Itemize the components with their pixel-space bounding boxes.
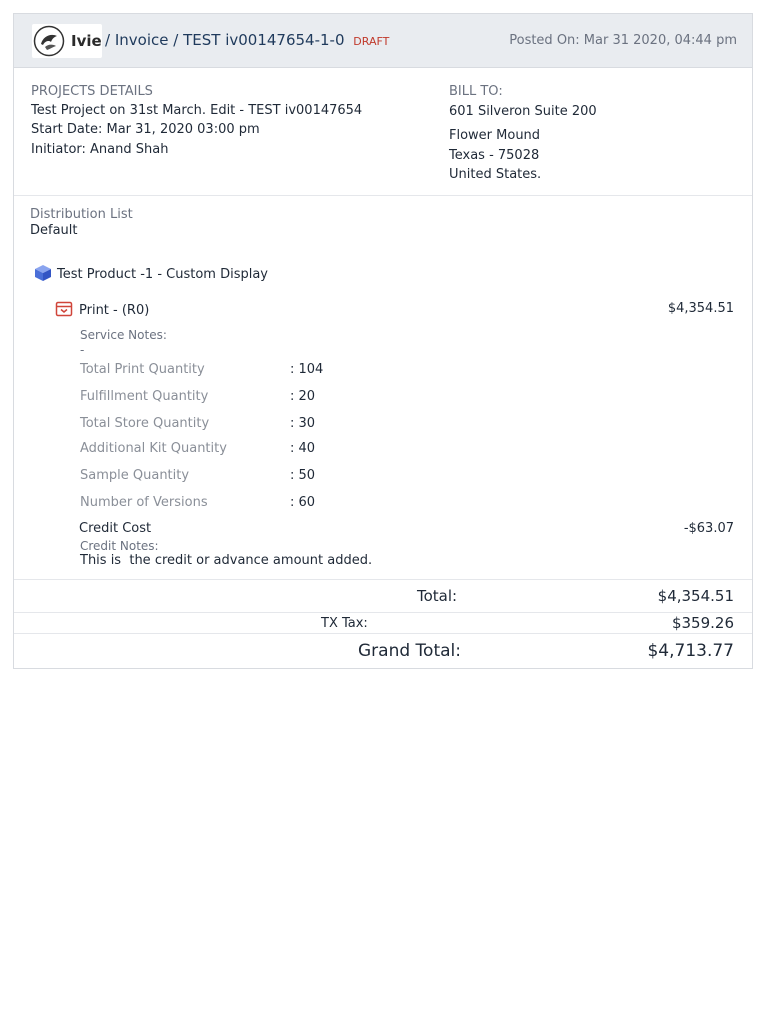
quantity-value: : 30: [290, 416, 316, 431]
product-title: Test Product -1 - Custom Display: [57, 267, 268, 282]
quantity-value: : 40: [290, 441, 316, 456]
tax-value: $359.26: [671, 614, 734, 632]
bill-to-line4: United States.: [449, 167, 542, 182]
quantity-label: Number of Versions: [80, 495, 208, 510]
quantity-label: Fulfillment Quantity: [80, 389, 209, 404]
distribution-list-label: Distribution List: [30, 207, 133, 222]
breadcrumb-separator: /: [105, 31, 111, 49]
bill-to-line2: Flower Mound: [449, 128, 541, 143]
invoice-card: [13, 13, 753, 669]
credit-notes: This is the credit or advance amount added.: [80, 553, 373, 568]
quantity-value: : 104: [290, 362, 324, 377]
breadcrumb: [105, 31, 389, 49]
total-value: $4,354.51: [657, 587, 734, 605]
totals-divider: [14, 579, 752, 580]
breadcrumb-invoice-title: TEST iv00147654-1-0: [183, 31, 345, 49]
print-item-row: [55, 300, 149, 318]
cube-icon: [34, 264, 52, 282]
ivie-logo[interactable]: [32, 24, 102, 58]
distribution-list-value: Default: [30, 223, 78, 238]
logo-text: Ivie: [71, 32, 102, 50]
credit-notes-label: Credit Notes:: [80, 539, 159, 553]
grand-total-label: Grand Total:: [358, 641, 461, 661]
quantity-label: Total Print Quantity: [80, 362, 205, 377]
quantity-label: Sample Quantity: [80, 468, 190, 483]
service-notes-label: Service Notes:: [80, 328, 167, 342]
breadcrumb-invoice[interactable]: Invoice: [114, 31, 169, 49]
project-name: Test Project on 31st March. Edit - TEST iv00147654: [31, 102, 363, 118]
quantity-value: : 50: [290, 468, 316, 483]
distribution-list: [30, 207, 133, 239]
print-box-icon: [55, 300, 73, 318]
breadcrumb-separator: /: [173, 31, 179, 49]
total-label: Total:: [417, 587, 458, 605]
tax-label: TX Tax:: [321, 616, 368, 631]
posted-date: Posted On: Mar 31 2020, 04:44 pm: [509, 33, 737, 48]
draft-badge: DRAFT: [353, 35, 390, 48]
service-notes: [80, 328, 167, 358]
project-start-date: Start Date: Mar 31, 2020 03:00 pm: [31, 122, 260, 137]
quantity-label: Additional Kit Quantity: [80, 441, 227, 456]
service-notes-value: -: [80, 343, 85, 357]
invoice-header: [14, 14, 752, 68]
bill-to: [449, 82, 597, 185]
print-item-label: Print - (R0): [79, 303, 150, 318]
quantity-value: : 20: [290, 389, 316, 404]
print-item-amount: $4,354.51: [667, 301, 734, 316]
bill-to-heading: BILL TO:: [449, 84, 503, 99]
quantity-value: : 60: [290, 495, 316, 510]
bill-to-line1: 601 Silveron Suite 200: [449, 103, 597, 119]
totals-divider: [14, 612, 752, 613]
credit-cost-title: Credit Cost: [79, 521, 152, 536]
project-initiator: Initiator: Anand Shah: [31, 141, 169, 157]
credit-cost-amount: -$63.07: [683, 521, 734, 536]
quantity-label: Total Store Quantity: [80, 416, 210, 431]
ivie-logo-icon: [33, 25, 65, 57]
totals-divider: [14, 633, 752, 634]
project-details-heading: PROJECTS DETAILS: [31, 84, 153, 99]
bill-to-line3: Texas - 75028: [449, 147, 540, 163]
grand-total-value: $4,713.77: [647, 641, 734, 661]
project-details: [31, 82, 362, 159]
section-divider: [14, 195, 752, 196]
product-title-row: [34, 264, 268, 282]
